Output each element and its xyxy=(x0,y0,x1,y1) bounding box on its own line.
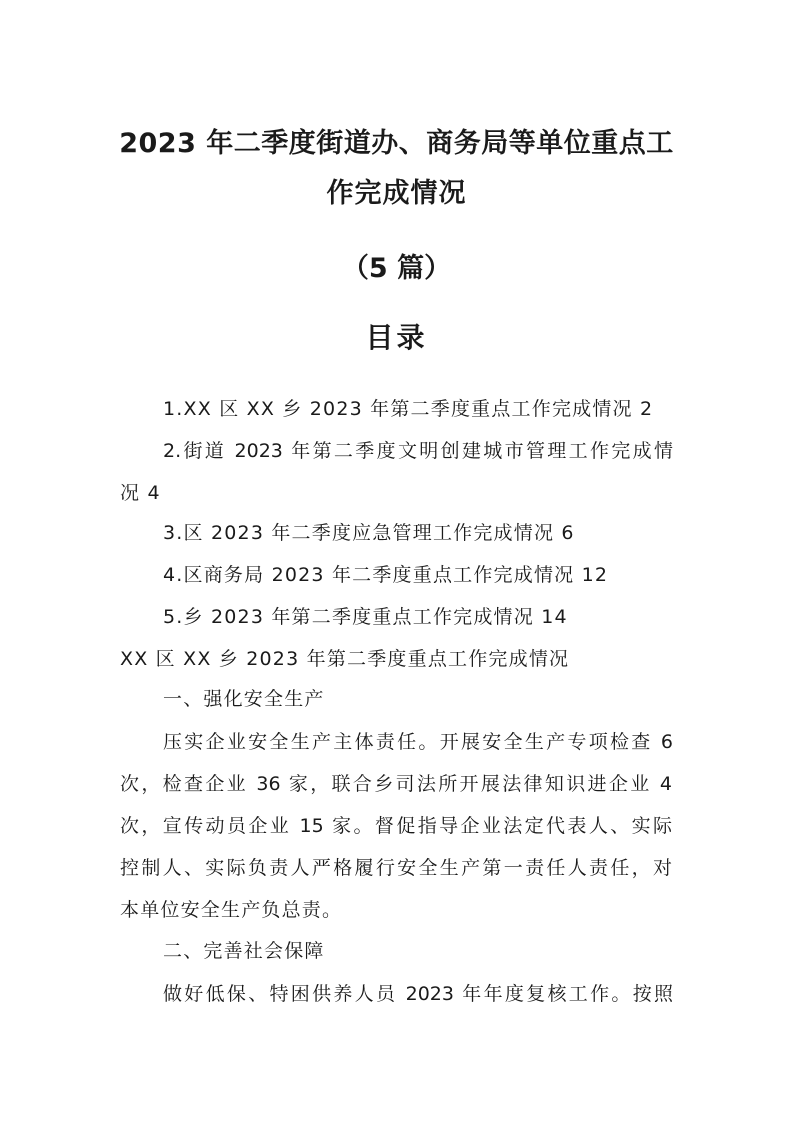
para1-line-3: 次，宣传动员企业 15 家。督促指导企业法定代表人、实际 xyxy=(120,815,672,837)
para1-line-1: 压实企业安全生产主体责任。开展安全生产专项检查 6 xyxy=(163,731,673,753)
para1-line-4: 控制人、实际负责人严格履行安全生产第一责任人责任，对 xyxy=(120,857,672,879)
section-title: XX 区 XX 乡 2023 年第二季度重点工作完成情况 xyxy=(120,648,570,670)
article-count: （5 篇） xyxy=(341,253,452,284)
para1-line-5: 本单位安全生产负总责。 xyxy=(120,899,343,921)
toc-item-2[interactable]: 2.街道 2023 年第二季度文明创建城市管理工作完成情 xyxy=(163,440,673,462)
document-title-line-2: 作完成情况 xyxy=(326,178,467,209)
toc-item-5[interactable]: 5.乡 2023 年第二季度重点工作完成情况 14 xyxy=(163,606,568,628)
heading-1: 一、强化安全生产 xyxy=(163,688,325,710)
toc-item-4[interactable]: 4.区商务局 2023 年二季度重点工作完成情况 12 xyxy=(163,564,609,586)
para2-line-1: 做好低保、特困供养人员 2023 年年度复核工作。按照 xyxy=(163,983,673,1005)
toc-item-1[interactable]: 1.XX 区 XX 乡 2023 年第二季度重点工作完成情况 2 xyxy=(163,398,654,420)
toc-item-3[interactable]: 3.区 2023 年二季度应急管理工作完成情况 6 xyxy=(163,522,575,544)
document-title-line-1: 2023 年二季度街道办、商务局等单位重点工 xyxy=(119,128,674,159)
toc-item-2-cont[interactable]: 况 4 xyxy=(120,482,161,504)
para1-line-2: 次，检查企业 36 家，联合乡司法所开展法律知识进企业 4 xyxy=(120,773,672,795)
heading-2: 二、完善社会保障 xyxy=(163,940,325,962)
toc-heading: 目录 xyxy=(365,321,428,354)
